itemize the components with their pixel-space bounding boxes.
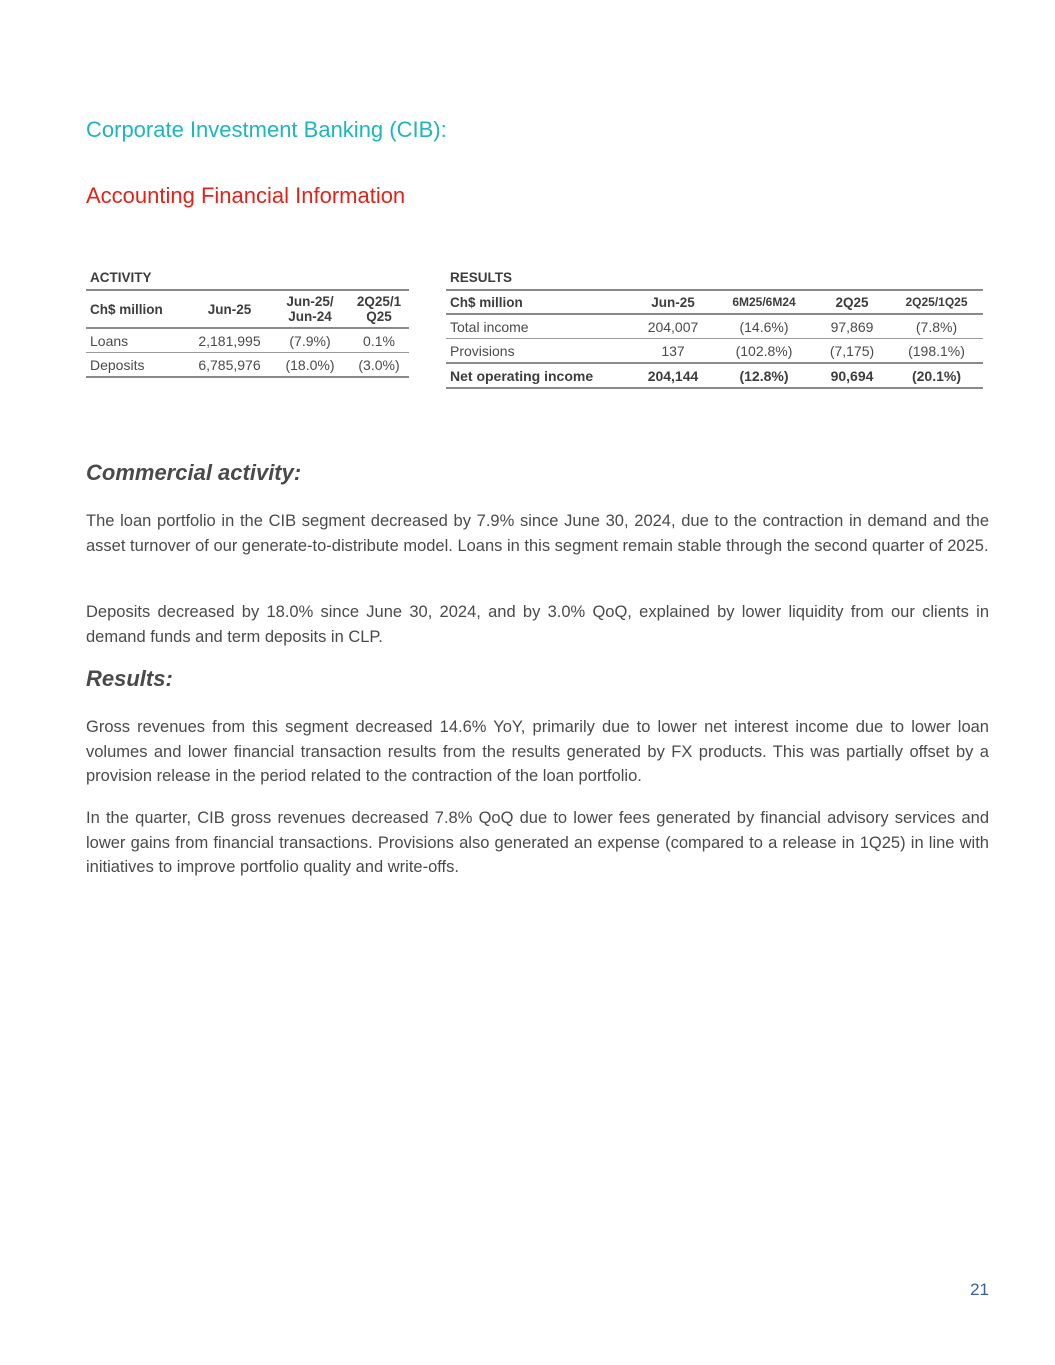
results-total-cell: 90,694	[814, 363, 890, 388]
results-paragraph-2: In the quarter, CIB gross revenues decreased 7.8% QoQ due to lower fees generated by financial advisory services and lower gains from financial transactions. Provisions also generated an expense (compared to a release in 1Q25) in line with initiatives to improve portfolio quality and write-offs.	[86, 809, 989, 876]
activity-row-label: Deposits	[86, 353, 188, 378]
activity-header-qoq: 2Q25/1 Q25	[349, 290, 409, 328]
results-total-cell: (12.8%)	[714, 363, 814, 388]
activity-header-unit: Ch$ million	[86, 290, 188, 328]
table-row	[446, 339, 983, 364]
table-row	[86, 353, 409, 378]
activity-table-caption: ACTIVITY	[90, 270, 152, 285]
results-cell: (14.6%)	[714, 314, 814, 339]
commercial-paragraph-2: Deposits decreased by 18.0% since June 30, 2024, and by 3.0% QoQ, explained by lower liquidity from our clients in demand funds and term deposits in CLP.	[86, 603, 989, 646]
table-row	[86, 328, 409, 353]
activity-cell: 2,181,995	[188, 328, 271, 353]
results-header-qoq: 2Q25/1Q25	[890, 290, 983, 314]
results-heading: Results:	[86, 666, 173, 691]
results-table-caption: RESULTS	[450, 270, 513, 285]
results-cell: (102.8%)	[714, 339, 814, 364]
activity-row-label: Loans	[86, 328, 188, 353]
results-header-jun25: Jun-25	[632, 290, 714, 314]
activity-cell: (3.0%)	[349, 353, 409, 378]
commercial-activity-heading: Commercial activity:	[86, 460, 302, 485]
activity-cell: 6,785,976	[188, 353, 271, 378]
activity-cell: (7.9%)	[271, 328, 349, 353]
results-cell: (7.8%)	[890, 314, 983, 339]
results-cell: (198.1%)	[890, 339, 983, 364]
page-number: 21	[970, 1280, 989, 1299]
results-header-unit: Ch$ million	[446, 290, 632, 314]
results-total-cell: (20.1%)	[890, 363, 983, 388]
results-total-label: Net operating income	[446, 363, 632, 388]
results-cell: (7,175)	[814, 339, 890, 364]
activity-cell: (18.0%)	[271, 353, 349, 378]
results-header-6m: 6M25/6M24	[714, 290, 814, 314]
activity-cell: 0.1%	[349, 328, 409, 353]
commercial-paragraph-1: The loan portfolio in the CIB segment decreased by 7.9% since June 30, 2024, due to the contraction in demand and the asset turnover of our generate-to-distribute model. Loans in this segment remain stable through the second quarter of 2025.	[86, 512, 989, 555]
activity-header-jun25: Jun-25	[188, 290, 271, 328]
results-table	[446, 268, 983, 389]
results-cell: 204,007	[632, 314, 714, 339]
section-title: Corporate Investment Banking (CIB):	[86, 117, 447, 142]
results-total-cell: 204,144	[632, 363, 714, 388]
table-total-row	[446, 363, 983, 388]
table-row	[446, 314, 983, 339]
subsection-title: Accounting Financial Information	[86, 183, 406, 208]
results-cell: 137	[632, 339, 714, 364]
activity-table	[86, 268, 409, 378]
results-row-label: Total income	[446, 314, 632, 339]
activity-header-yoy: Jun-25/ Jun-24	[271, 290, 349, 328]
results-header-2q25: 2Q25	[814, 290, 890, 314]
results-row-label: Provisions	[446, 339, 632, 364]
results-paragraph-1: Gross revenues from this segment decreased 14.6% YoY, primarily due to lower net interest income due to lower loan volumes and lower financial transaction results from the results generated by FX products. This was partially offset by a provision release in the period related to the contraction of the loan portfolio.	[86, 718, 989, 785]
results-cell: 97,869	[814, 314, 890, 339]
